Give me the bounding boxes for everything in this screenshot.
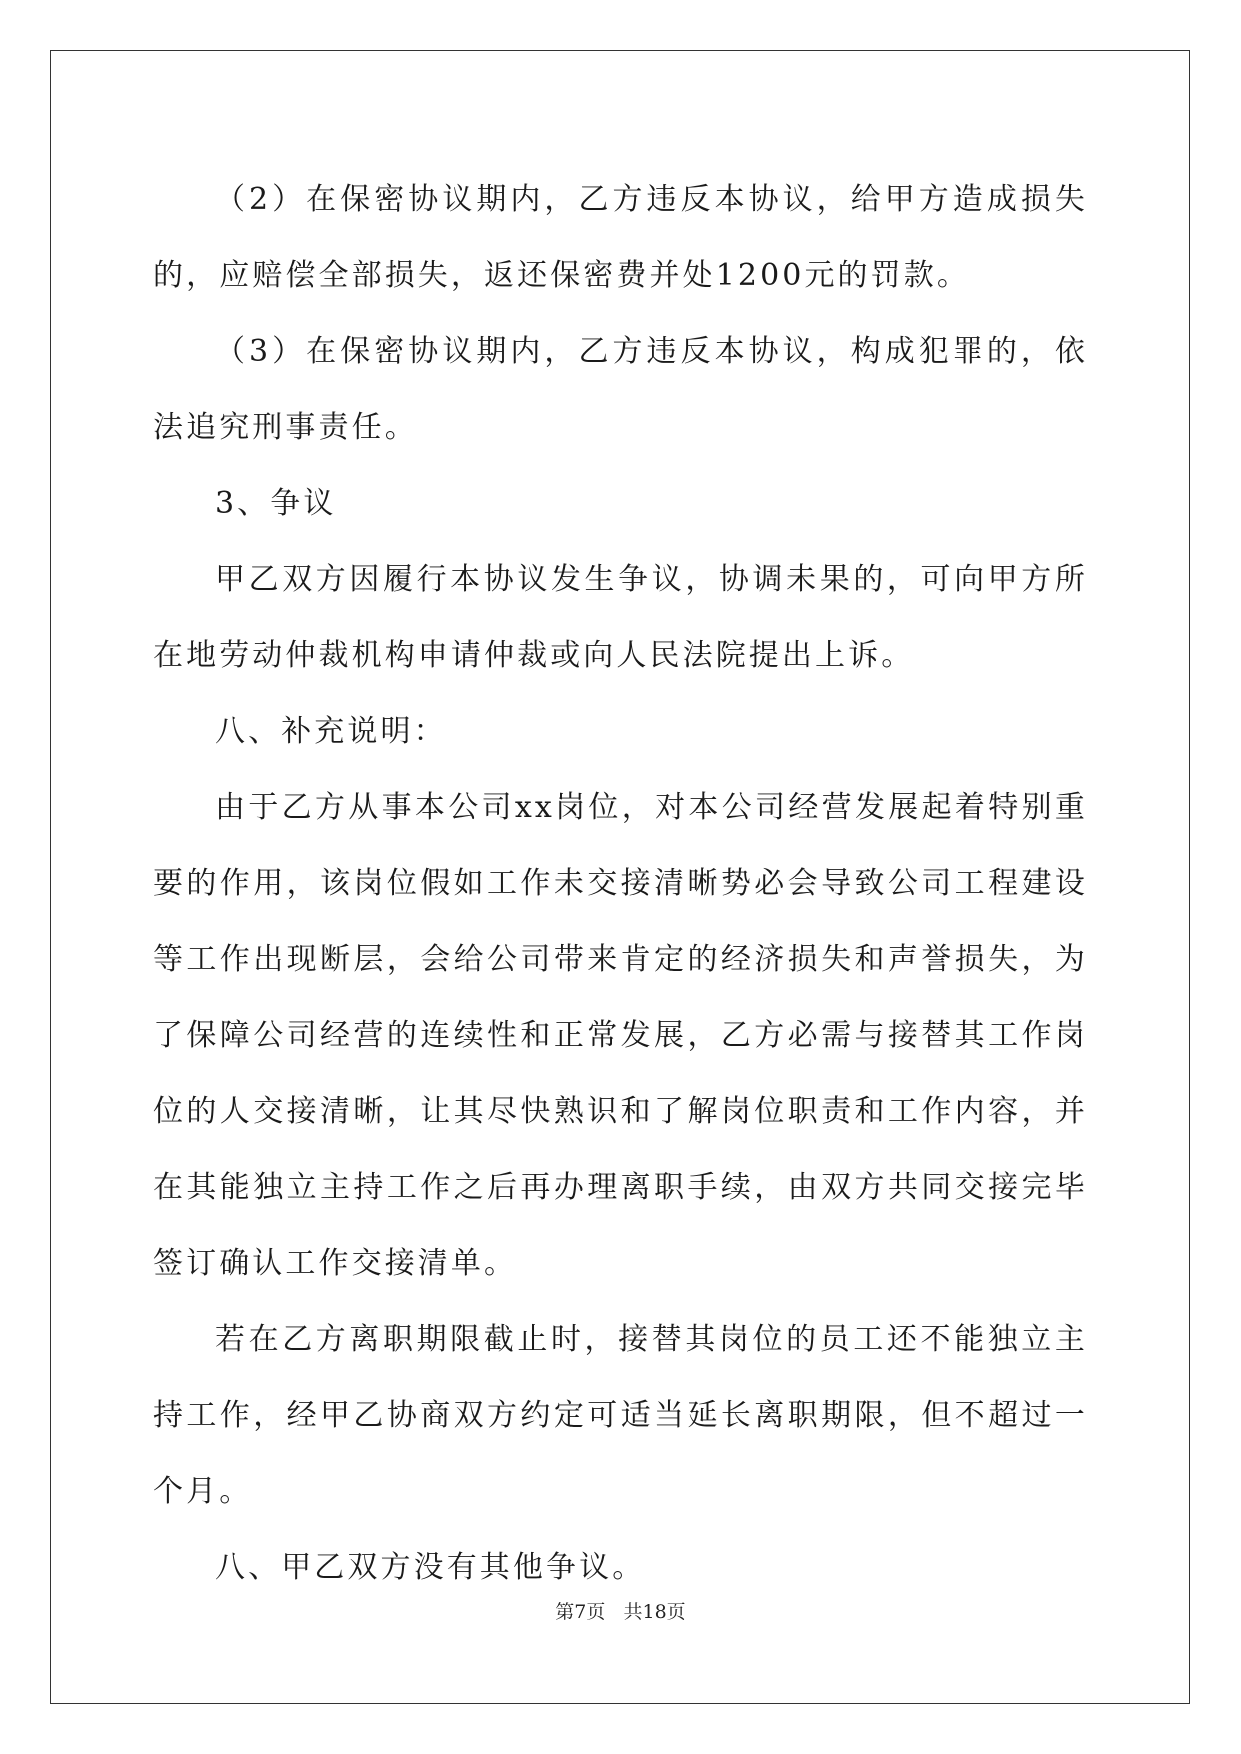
paragraph: （3）在保密协议期内，乙方违反本协议，构成犯罪的，依法追究刑事责任。 — [153, 334, 1088, 445]
paragraph: 八、甲乙双方没有其他争议。 — [215, 1550, 646, 1585]
page-number-footer: 第7页 共18页 — [555, 1601, 686, 1623]
paragraph: 甲乙双方因履行本协议发生争议，协调未果的，可向甲方所在地劳动仲裁机构申请仲裁或向人民法院提出上诉。 — [153, 562, 1088, 673]
paragraph: （2）在保密协议期内，乙方违反本协议，给甲方造成损失的，应赔偿全部损失，返还保密费并处1200元的罚款。 — [153, 182, 1088, 293]
section-heading: 八、补充说明： — [215, 714, 447, 749]
paragraph: 若在乙方离职期限截止时，接替其岗位的员工还不能独立主持工作，经甲乙协商双方约定可适当延长离职期限，但不超过一个月。 — [153, 1322, 1088, 1509]
section-heading: 3、争议 — [215, 486, 337, 521]
paragraph: 由于乙方从事本公司xx岗位，对本公司经营发展起着特别重要的作用，该岗位假如工作未交接清晰势必会导致公司工程建设等工作出现断层，会给公司带来肯定的经济损失和声誉损失，为了保障公司经营的连续性和正常发展，乙方必需与接替其工作岗位的人交接清晰，让其尽快熟识和了解岗位职责和工作内容，并在其能独立主持工作之后再办理离职手续，由双方共同交接完毕签订确认工作交接清单。 — [153, 790, 1088, 1281]
document-body — [153, 162, 1088, 1606]
